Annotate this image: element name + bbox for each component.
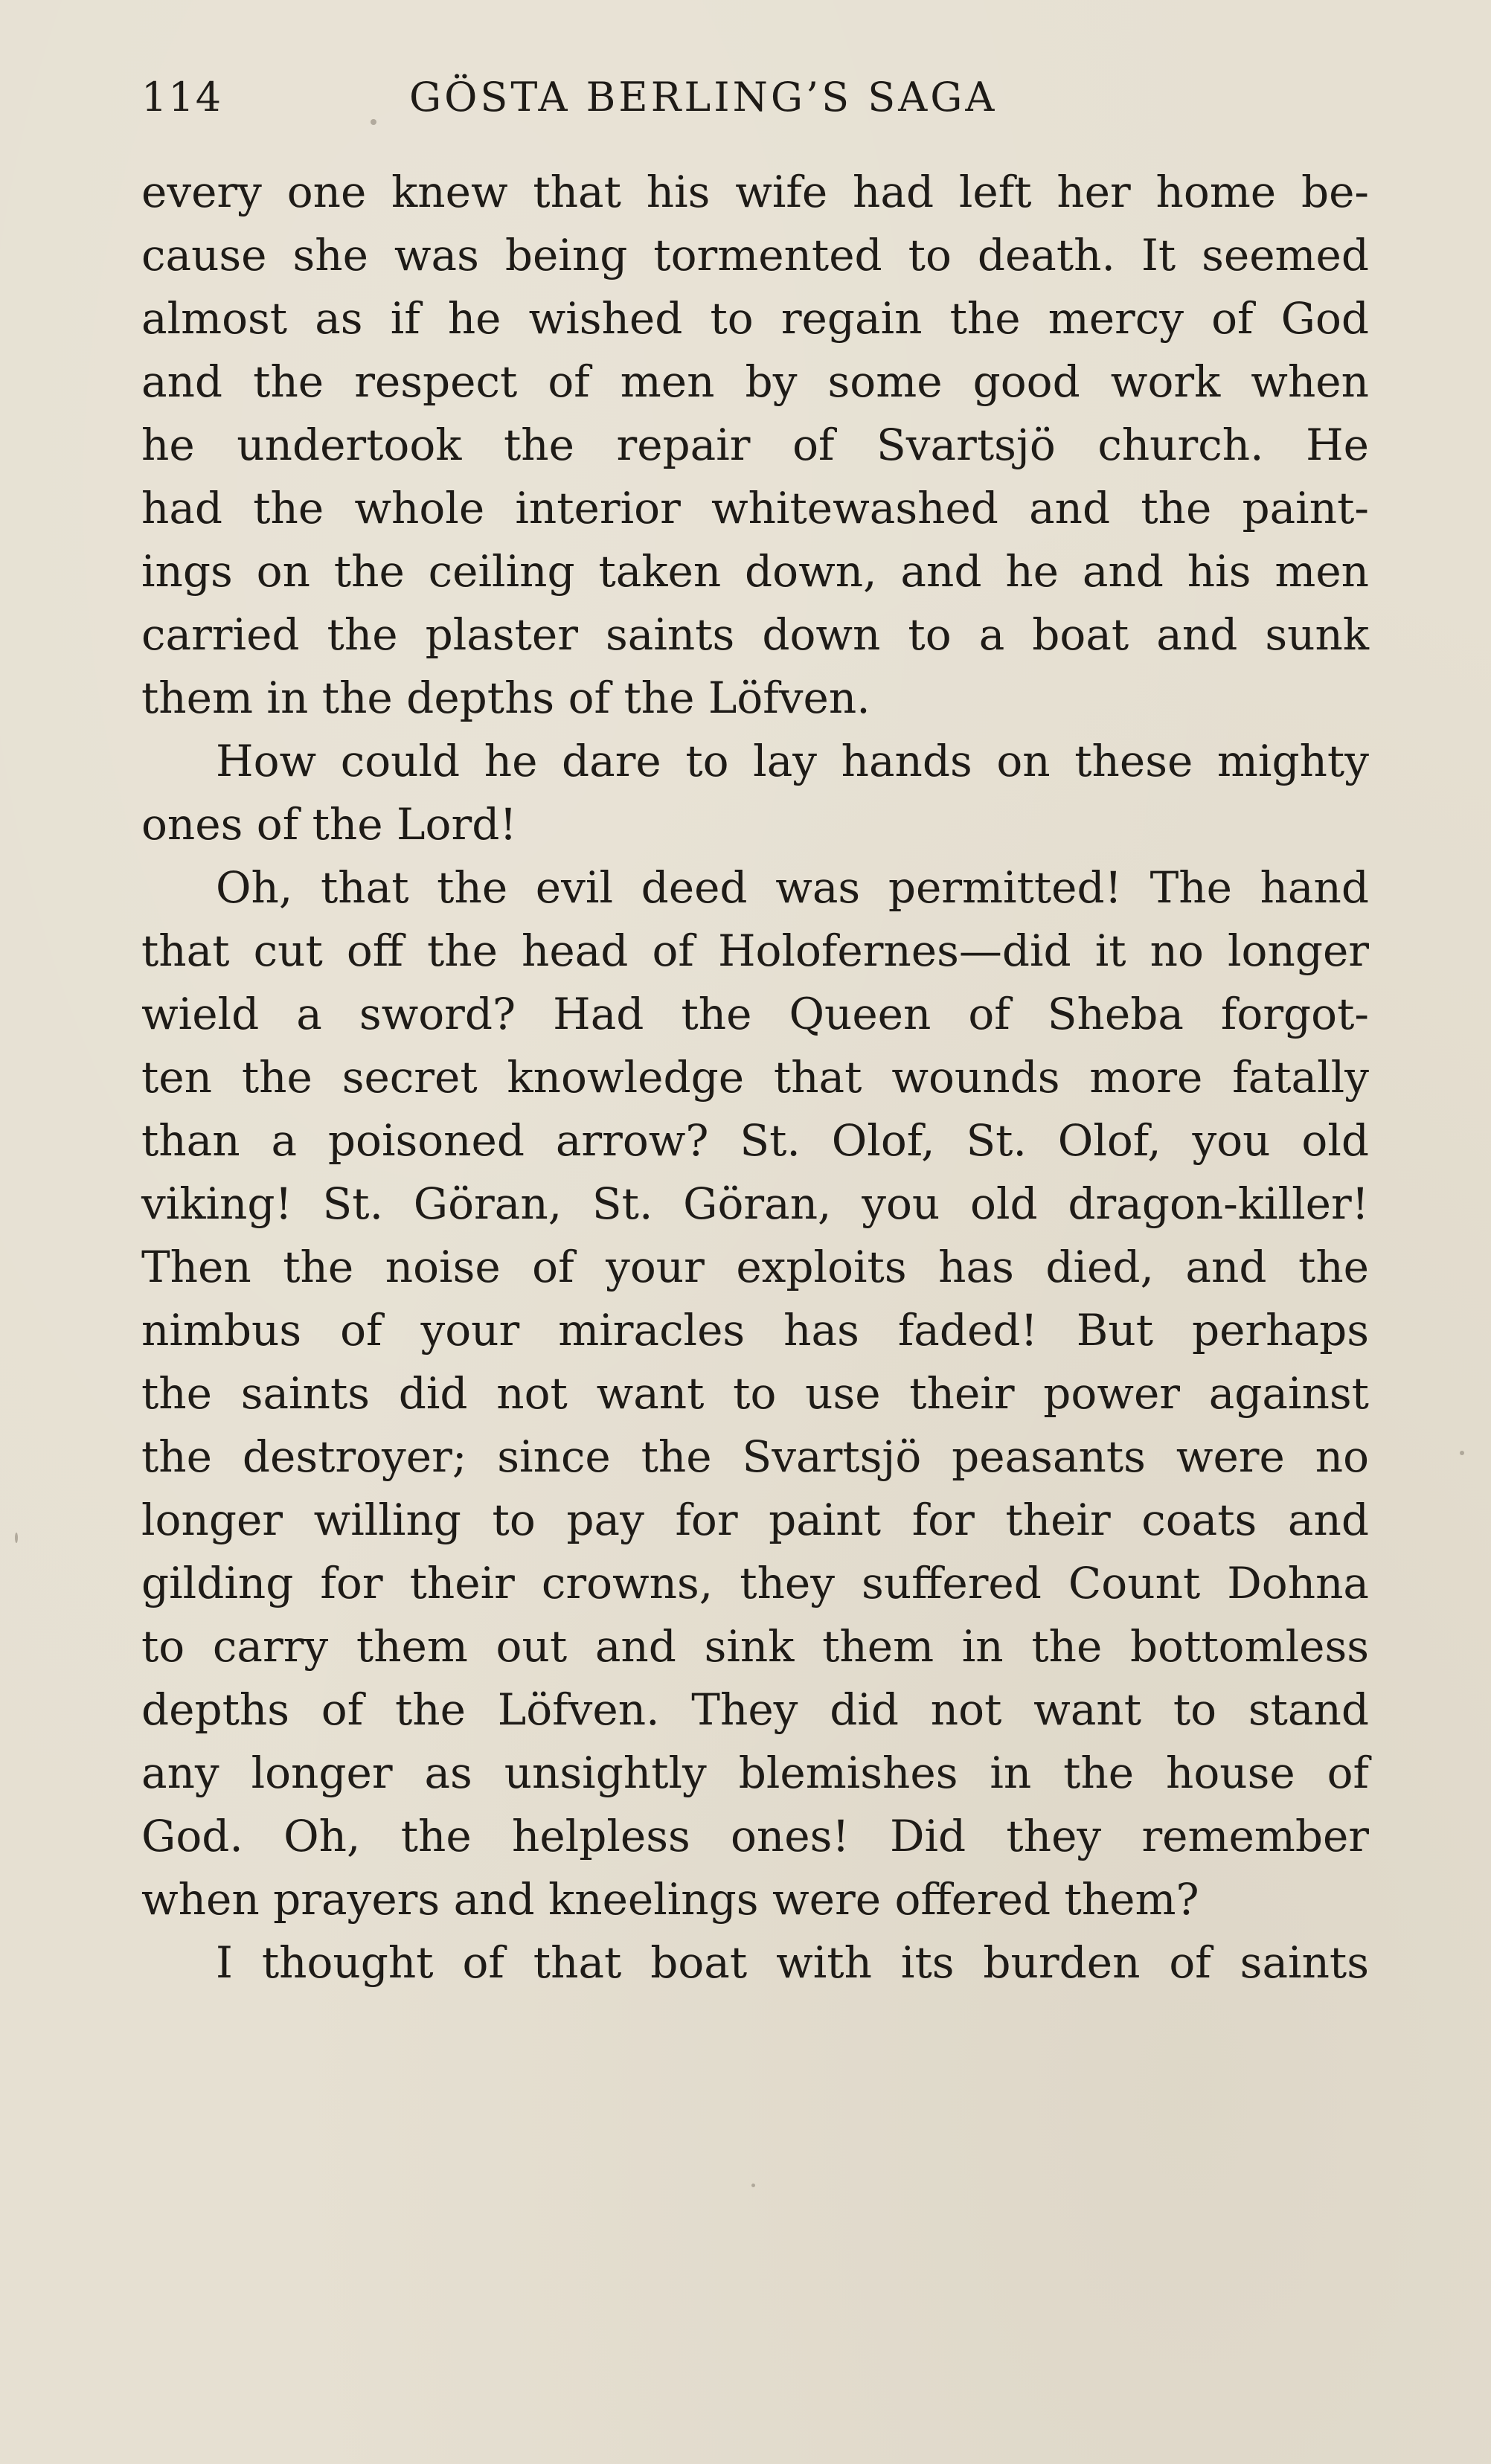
text-line: and the respect of men by some good work when <box>141 356 1369 407</box>
text-line: ten the secret knowledge that wounds more fatally <box>141 1052 1369 1103</box>
text-line: ones of the Lord! <box>141 799 517 850</box>
text-line: that cut off the head of Holofernes—did it no longer <box>141 925 1369 976</box>
text-line: How could he dare to lay hands on these mighty <box>216 736 1369 786</box>
text-line: had the whole interior whitewashed and the paint- <box>141 483 1369 533</box>
running-title: GÖSTA BERLING’S SAGA <box>409 74 998 121</box>
text-line: to carry them out and sink them in the bottomless <box>141 1621 1369 1672</box>
text-line: nimbus of your miracles has faded! But perhaps <box>141 1305 1369 1355</box>
text-line: viking! St. Göran, St. Göran, you old dragon-killer! <box>141 1178 1369 1229</box>
text-line: ings on the ceiling taken down, and he and his men <box>141 546 1369 597</box>
page-number: 114 <box>141 74 223 121</box>
paper-speck <box>1460 1451 1464 1455</box>
text-line: the destroyer; since the Svartsjö peasants were no <box>141 1431 1369 1482</box>
text-line: when prayers and kneelings were offered them? <box>141 1874 1199 1925</box>
text-line: carried the plaster saints down to a boat and sunk <box>141 609 1369 660</box>
paper-speck <box>15 1533 18 1543</box>
text-line: cause she was being tormented to death. It seemed <box>141 230 1369 280</box>
text-line: wield a sword? Had the Queen of Sheba forgot- <box>141 989 1369 1039</box>
text-line: gilding for their crowns, they suffered Count Dohna <box>141 1558 1369 1608</box>
text-line: than a poisoned arrow? St. Olof, St. Olof, you old <box>141 1115 1369 1166</box>
text-line: almost as if he wished to regain the mercy of God <box>141 293 1369 344</box>
text-line: Then the noise of your exploits has died, and the <box>141 1242 1369 1292</box>
text-line: God. Oh, the helpless ones! Did they remember <box>141 1811 1369 1861</box>
text-line: the saints did not want to use their power against <box>141 1368 1369 1419</box>
text-line: I thought of that boat with its burden of saints <box>216 1937 1369 1988</box>
text-line: them in the depths of the Löfven. <box>141 673 870 723</box>
text-line: depths of the Löfven. They did not want to stand <box>141 1684 1369 1735</box>
text-line: longer willing to pay for paint for their coats and <box>141 1495 1369 1545</box>
page-header <box>141 71 1362 123</box>
text-line: he undertook the repair of Svartsjö church. He <box>141 420 1369 470</box>
paper-speck <box>371 119 376 125</box>
text-line: Oh, that the evil deed was permitted! The hand <box>216 862 1369 913</box>
text-line: every one knew that his wife had left her home be- <box>141 167 1369 217</box>
text-line: any longer as unsightly blemishes in the house of <box>141 1748 1369 1798</box>
paper-speck <box>751 2184 755 2187</box>
body-text <box>141 161 1369 1995</box>
